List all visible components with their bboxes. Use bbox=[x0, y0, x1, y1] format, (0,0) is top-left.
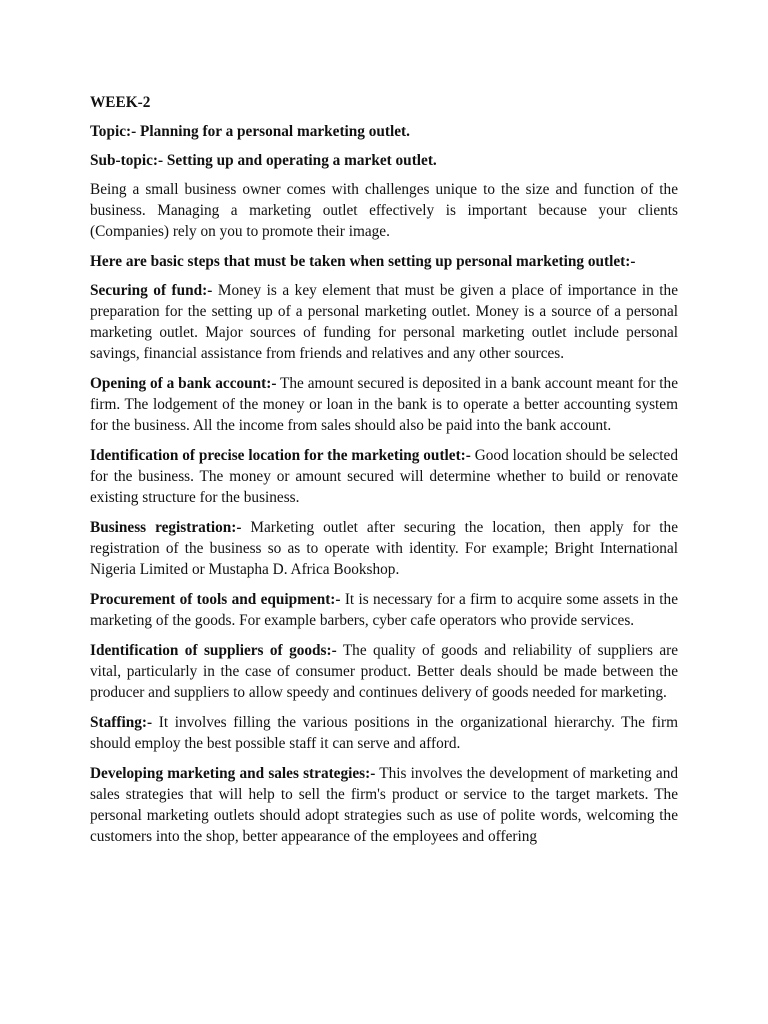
section-text: Money is a key element that must be given a place of importance in the preparation for the setting up of a personal marketing outlet. Money is a source of a personal marketing outlet. Major sources of funding for personal marketing outlet include personal savings, financial assistance from friends and relatives and any other sources. bbox=[90, 282, 678, 362]
section-term: Identification of precise location for the marketing outlet:- bbox=[90, 447, 471, 464]
section-procurement bbox=[90, 589, 678, 631]
section-term: Opening of a bank account:- bbox=[90, 375, 277, 392]
document-page bbox=[90, 92, 678, 856]
week-heading: WEEK-2 bbox=[90, 94, 151, 111]
section-term: Developing marketing and sales strategies:- bbox=[90, 765, 376, 782]
section-term: Business registration:- bbox=[90, 519, 242, 536]
section-staffing bbox=[90, 712, 678, 754]
section-suppliers bbox=[90, 640, 678, 703]
section-location bbox=[90, 445, 678, 508]
section-text: This involves the development of marketing and sales strategies that will help to sell the firm's product or service to the target markets. The personal marketing outlets should adopt strategies such as use of polite words, welcoming the customers into the shop, better appearance of the employees and offering bbox=[90, 765, 678, 845]
section-bank-account bbox=[90, 373, 678, 436]
section-text: The amount secured is deposited in a bank account meant for the firm. The lodgement of the money or loan in the bank is to operate a better accounting system for the business. All the income from sales should also be paid into the bank account. bbox=[90, 375, 678, 434]
section-text: It involves filling the various positions in the organizational hierarchy. The firm should employ the best possible staff it can serve and afford. bbox=[90, 714, 678, 752]
section-term: Staffing:- bbox=[90, 714, 153, 731]
section-text: Good location should be selected for the business. The money or amount secured will determine whether to build or renovate existing structure for the business. bbox=[90, 447, 678, 506]
section-text: Marketing outlet after securing the location, then apply for the registration of the business so as to operate with identity. For example; Bright International Nigeria Limited or Mustapha D. Africa Bookshop. bbox=[90, 519, 678, 578]
section-business-registration bbox=[90, 517, 678, 580]
steps-heading: Here are basic steps that must be taken when setting up personal marketing outlet:- bbox=[90, 253, 636, 270]
topic-heading: Topic:- Planning for a personal marketing outlet. bbox=[90, 123, 410, 140]
subtopic-heading: Sub-topic:- Setting up and operating a market outlet. bbox=[90, 152, 437, 169]
intro-paragraph: Being a small business owner comes with challenges unique to the size and function of the business. Managing a marketing outlet effectively is important because your clients (Companies) rely on you to promote their image. bbox=[90, 181, 678, 240]
section-securing-fund bbox=[90, 280, 678, 364]
section-term: Securing of fund:- bbox=[90, 282, 213, 299]
section-strategies bbox=[90, 763, 678, 847]
section-text: The quality of goods and reliability of suppliers are vital, particularly in the case of consumer product. Better deals should be made between the producer and suppliers to allow speedy and continues delivery of goods needed for marketing. bbox=[90, 642, 679, 701]
section-term: Procurement of tools and equipment:- bbox=[90, 591, 341, 608]
section-term: Identification of suppliers of goods:- bbox=[90, 642, 337, 659]
section-text: It is necessary for a firm to acquire some assets in the marketing of the goods. For example barbers, cyber cafe operators who provide services. bbox=[90, 591, 678, 629]
